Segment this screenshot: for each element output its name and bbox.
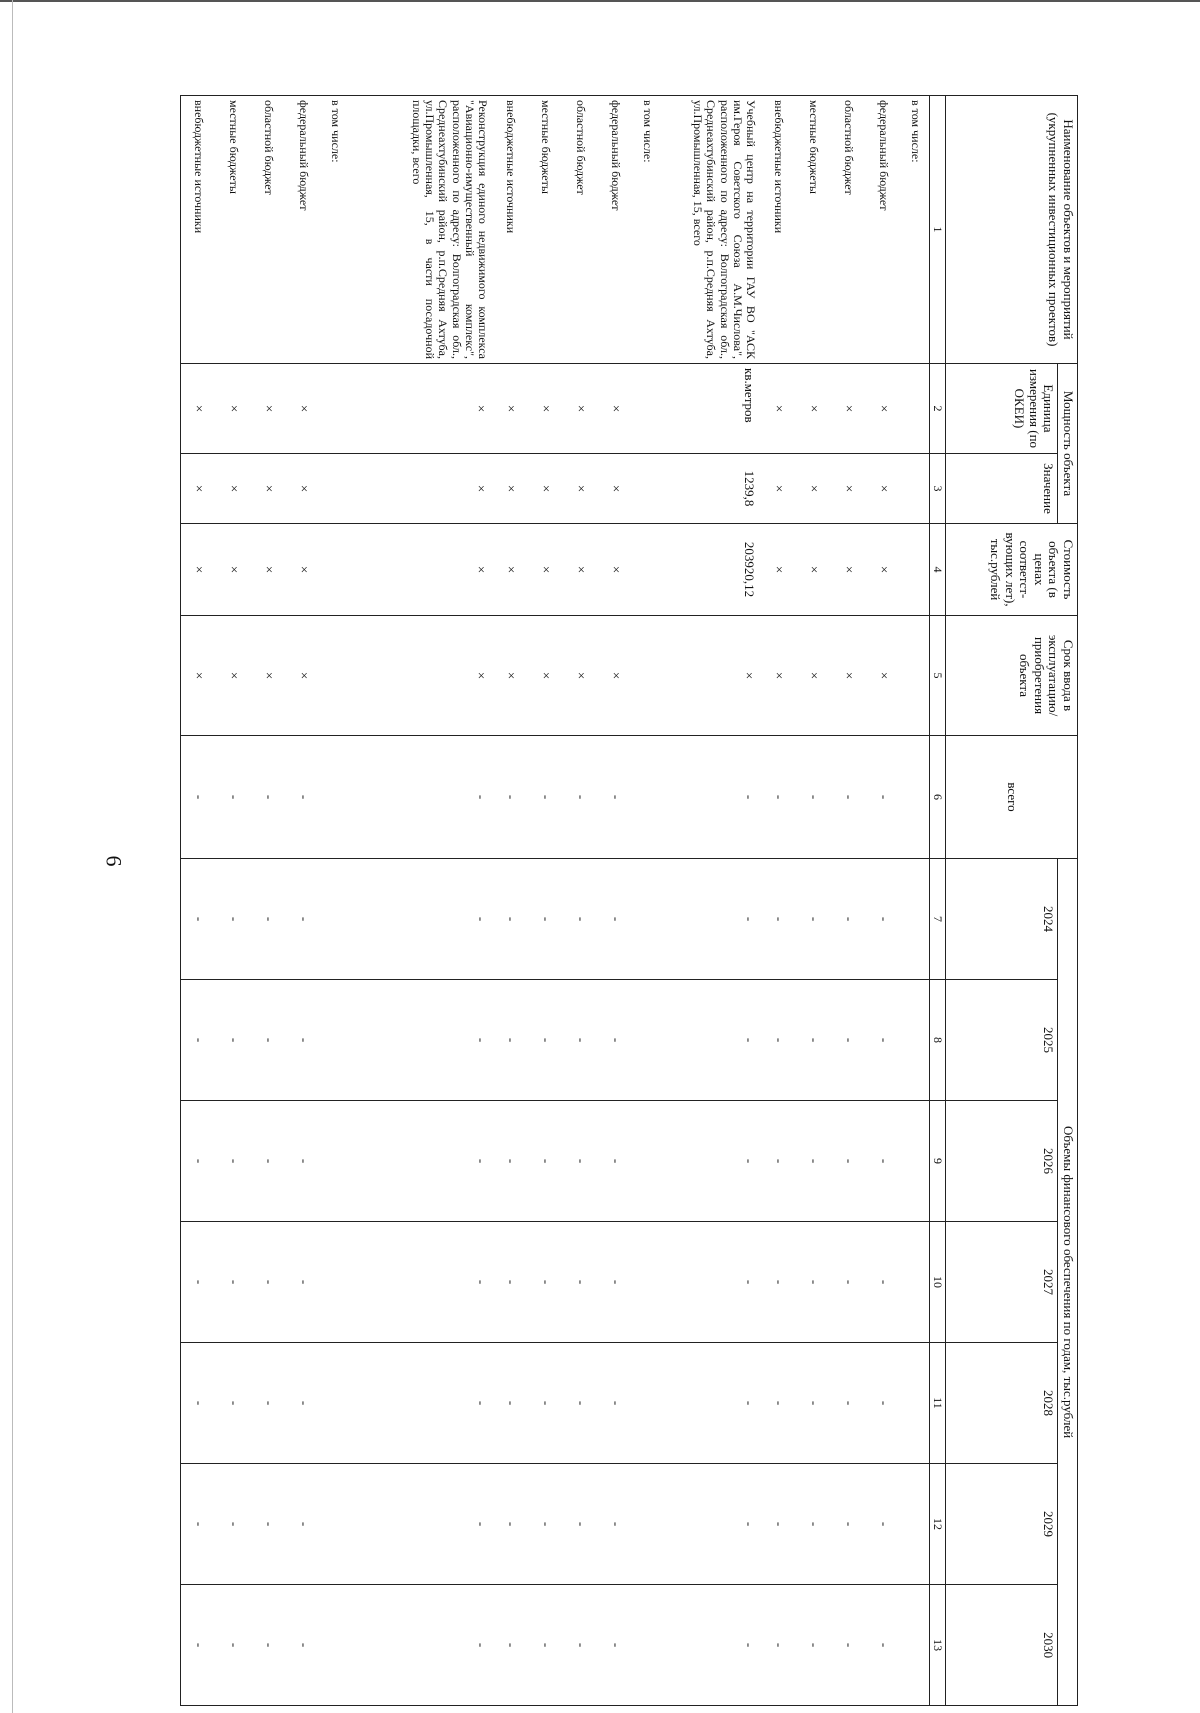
- table-cell: -: [528, 1101, 563, 1222]
- table-cell: -: [251, 1222, 286, 1343]
- table-cell: -: [349, 1101, 493, 1222]
- table-cell: -: [286, 736, 321, 859]
- table-cell: -: [349, 859, 493, 980]
- table-cell: -: [796, 1585, 831, 1706]
- table-cell: -: [761, 1343, 796, 1464]
- table-cell: -: [796, 1101, 831, 1222]
- table-cell: -: [528, 1464, 563, 1585]
- table-cell: [901, 524, 930, 616]
- table-cell: -: [866, 1464, 901, 1585]
- table-cell: -: [796, 1343, 831, 1464]
- row-name: местные бюджеты: [528, 96, 563, 364]
- table-cell: [321, 454, 349, 524]
- column-number: 1: [930, 96, 946, 364]
- table-cell: -: [251, 1585, 286, 1706]
- table-cell: -: [493, 1464, 528, 1585]
- funding-source-row: [563, 96, 598, 1706]
- table-cell: [321, 1222, 349, 1343]
- table-cell: ×: [251, 454, 286, 524]
- table-cell: -: [528, 1343, 563, 1464]
- table-cell: ×: [286, 616, 321, 736]
- table-cell: [901, 1343, 930, 1464]
- table-cell: -: [216, 1222, 251, 1343]
- table-cell: -: [251, 859, 286, 980]
- table-cell: ×: [866, 524, 901, 616]
- table-cell: [901, 736, 930, 859]
- row-name: в том числе:: [633, 96, 661, 364]
- table-cell: -: [761, 1101, 796, 1222]
- table-cell: -: [866, 859, 901, 980]
- table-cell: -: [349, 1343, 493, 1464]
- table-cell: -: [661, 736, 761, 859]
- column-number: 6: [930, 736, 946, 859]
- table-cell: [633, 1585, 661, 1706]
- table-cell: -: [761, 1222, 796, 1343]
- table-cell: -: [216, 1101, 251, 1222]
- row-name: федеральный бюджет: [598, 96, 633, 364]
- object-row: [349, 96, 493, 1706]
- table-cell: ×: [251, 364, 286, 454]
- table-cell: -: [493, 1585, 528, 1706]
- header-year: 2024: [946, 859, 1058, 980]
- table-cell: ×: [796, 524, 831, 616]
- header-total: всего: [946, 736, 1078, 859]
- funding-source-row: [866, 96, 901, 1706]
- funding-source-row: [831, 96, 866, 1706]
- table-cell: ×: [349, 364, 493, 454]
- table-cell: -: [216, 736, 251, 859]
- table-cell: [633, 364, 661, 454]
- table-cell: ×: [761, 454, 796, 524]
- table-cell: ×: [796, 364, 831, 454]
- table-header: [930, 96, 1078, 1706]
- funding-source-row: [761, 96, 796, 1706]
- header-commission: Срок ввода в эксплуатацию/ приобретения объекта: [946, 616, 1078, 736]
- table-cell: [321, 1101, 349, 1222]
- table-cell: -: [796, 1464, 831, 1585]
- table-cell: [901, 1101, 930, 1222]
- table-cell: -: [796, 736, 831, 859]
- table-cell: [633, 1222, 661, 1343]
- table-cell: -: [831, 859, 866, 980]
- table-cell: -: [761, 859, 796, 980]
- table-cell: ×: [796, 454, 831, 524]
- table-cell: ×: [563, 616, 598, 736]
- financing-table: [180, 95, 1078, 1706]
- row-name: федеральный бюджет: [866, 96, 901, 364]
- table-cell: -: [598, 1585, 633, 1706]
- row-name: внебюджетные источники: [181, 96, 217, 364]
- table-cell: -: [181, 1585, 217, 1706]
- table-cell: -: [761, 1464, 796, 1585]
- table-cell: ×: [181, 454, 217, 524]
- table-cell: -: [528, 980, 563, 1101]
- row-name: федеральный бюджет: [286, 96, 321, 364]
- row-name: местные бюджеты: [216, 96, 251, 364]
- table-cell: ×: [286, 364, 321, 454]
- table-cell: ×: [598, 616, 633, 736]
- table-cell: ×: [251, 524, 286, 616]
- table-cell: -: [831, 736, 866, 859]
- table-cell: ×: [493, 364, 528, 454]
- table-cell: ×: [831, 454, 866, 524]
- table-cell: -: [349, 736, 493, 859]
- table-cell: -: [831, 1585, 866, 1706]
- table-cell: [633, 736, 661, 859]
- table-cell: -: [181, 980, 217, 1101]
- table-cell: -: [598, 859, 633, 980]
- column-number: 7: [930, 859, 946, 980]
- row-name: в том числе:: [901, 96, 930, 364]
- funding-source-row: [598, 96, 633, 1706]
- table-cell: ×: [796, 616, 831, 736]
- column-number: 10: [930, 1222, 946, 1343]
- table-cell: ×: [563, 364, 598, 454]
- table-cell: [901, 364, 930, 454]
- row-name: областной бюджет: [251, 96, 286, 364]
- funding-source-row: [251, 96, 286, 1706]
- table-cell: -: [563, 859, 598, 980]
- table-cell: [633, 859, 661, 980]
- table-cell: -: [181, 736, 217, 859]
- table-cell: [901, 1464, 930, 1585]
- table-cell: -: [493, 859, 528, 980]
- column-number: 8: [930, 980, 946, 1101]
- table-cell: ×: [661, 616, 761, 736]
- table-cell: ×: [563, 524, 598, 616]
- table-cell: ×: [831, 364, 866, 454]
- scan-edge-top: [0, 0, 1200, 2]
- table-cell: ×: [216, 364, 251, 454]
- table-cell: -: [831, 1101, 866, 1222]
- table-cell: ×: [831, 524, 866, 616]
- table-cell: -: [796, 1222, 831, 1343]
- table-cell: ×: [286, 524, 321, 616]
- table-cell: [321, 1343, 349, 1464]
- table-cell: ×: [598, 524, 633, 616]
- table-cell: [901, 859, 930, 980]
- table-cell: ×: [598, 364, 633, 454]
- table-cell: ×: [563, 454, 598, 524]
- table-cell: ×: [216, 454, 251, 524]
- header-value: Значение: [946, 454, 1058, 524]
- table-cell: -: [831, 1343, 866, 1464]
- table-cell: -: [866, 736, 901, 859]
- table-cell: -: [563, 1585, 598, 1706]
- table-cell: -: [181, 1464, 217, 1585]
- table-cell: [901, 616, 930, 736]
- table-cell: [321, 1464, 349, 1585]
- header-year: 2025: [946, 980, 1058, 1101]
- table-cell: -: [286, 1585, 321, 1706]
- table-cell: -: [563, 1343, 598, 1464]
- header-name: Наименование объектов и мероприятий (укрупненных инвестиционных проектов): [946, 96, 1078, 364]
- table-cell: ×: [286, 454, 321, 524]
- table-cell: [901, 1222, 930, 1343]
- table-cell: [901, 1585, 930, 1706]
- table-cell: -: [598, 1101, 633, 1222]
- table-cell: -: [181, 1222, 217, 1343]
- subheading-row: [901, 96, 930, 1706]
- table-cell: ×: [528, 524, 563, 616]
- table-cell: -: [349, 1464, 493, 1585]
- table-cell: -: [563, 1222, 598, 1343]
- table-cell: -: [661, 980, 761, 1101]
- table-cell: [321, 980, 349, 1101]
- header-year: 2028: [946, 1343, 1058, 1464]
- header-capacity: Мощность объекта: [1058, 364, 1078, 524]
- table-cell: -: [661, 1585, 761, 1706]
- header-year: 2026: [946, 1101, 1058, 1222]
- table-cell: -: [661, 1343, 761, 1464]
- table-cell: [321, 1585, 349, 1706]
- table-cell: -: [563, 980, 598, 1101]
- header-year: 2029: [946, 1464, 1058, 1585]
- table-cell: -: [761, 736, 796, 859]
- table-cell: -: [349, 980, 493, 1101]
- table-cell: -: [661, 1464, 761, 1585]
- table-cell: -: [598, 1222, 633, 1343]
- table-cell: -: [563, 1101, 598, 1222]
- table-cell: -: [796, 859, 831, 980]
- funding-source-row: [528, 96, 563, 1706]
- table-cell: [633, 980, 661, 1101]
- table-cell: ×: [761, 616, 796, 736]
- table-cell: ×: [598, 454, 633, 524]
- column-number: 5: [930, 616, 946, 736]
- table-cell: -: [286, 1343, 321, 1464]
- table-cell: -: [216, 980, 251, 1101]
- column-number: 2: [930, 364, 946, 454]
- table-cell: кв.метров: [661, 364, 761, 454]
- column-number: 3: [930, 454, 946, 524]
- table-cell: ×: [761, 364, 796, 454]
- column-number: 11: [930, 1343, 946, 1464]
- header-year: 2030: [946, 1585, 1058, 1706]
- table-cell: [901, 980, 930, 1101]
- table-cell: -: [493, 1101, 528, 1222]
- table-cell: ×: [493, 616, 528, 736]
- table-cell: ×: [493, 524, 528, 616]
- header-year: 2027: [946, 1222, 1058, 1343]
- funding-source-row: [796, 96, 831, 1706]
- table-cell: ×: [866, 364, 901, 454]
- funding-source-row: [181, 96, 217, 1706]
- table-cell: -: [251, 980, 286, 1101]
- table-cell: [633, 524, 661, 616]
- table-cell: ×: [866, 616, 901, 736]
- column-number: 12: [930, 1464, 946, 1585]
- column-number: 13: [930, 1585, 946, 1706]
- table-cell: ×: [181, 524, 217, 616]
- table-cell: -: [216, 1585, 251, 1706]
- table-cell: -: [598, 1464, 633, 1585]
- table-cell: -: [286, 1222, 321, 1343]
- subheading-row: [321, 96, 349, 1706]
- table-cell: -: [661, 1101, 761, 1222]
- table-cell: ×: [349, 454, 493, 524]
- table-cell: -: [866, 1343, 901, 1464]
- table-cell: -: [286, 1101, 321, 1222]
- table-cell: -: [831, 1222, 866, 1343]
- table-cell: [321, 859, 349, 980]
- table-cell: -: [866, 1101, 901, 1222]
- row-name: в том числе:: [321, 96, 349, 364]
- table-cell: ×: [831, 616, 866, 736]
- table-cell: -: [563, 736, 598, 859]
- row-name: Учебный центр на территории ГАУ ВО "АСК им.Героя Советского Союза А.М.Числова", расположенного по адресу: Волгоградская обл., Среднеахтубинский район, р.п.Средняя Ахтуба, ул.Промышленная, 15, всего: [661, 96, 761, 364]
- table-cell: -: [181, 1101, 217, 1222]
- table-cell: -: [866, 980, 901, 1101]
- table-cell: -: [598, 980, 633, 1101]
- table-cell: -: [251, 1101, 286, 1222]
- row-name: областной бюджет: [563, 96, 598, 364]
- table-cell: -: [866, 1585, 901, 1706]
- header-volumes: Объемы финансового обеспечения по годам, тыс.рублей: [1058, 859, 1078, 1706]
- table-cell: -: [761, 1585, 796, 1706]
- table-cell: [633, 1343, 661, 1464]
- table-cell: -: [866, 1222, 901, 1343]
- table-cell: -: [216, 1343, 251, 1464]
- table-cell: -: [493, 1343, 528, 1464]
- funding-source-row: [493, 96, 528, 1706]
- table-cell: ×: [866, 454, 901, 524]
- table-cell: -: [286, 980, 321, 1101]
- table-body: [181, 96, 930, 1706]
- table-cell: ×: [761, 524, 796, 616]
- table-cell: -: [286, 859, 321, 980]
- page-number: 6: [101, 855, 127, 867]
- table-cell: ×: [251, 616, 286, 736]
- table-cell: -: [251, 1343, 286, 1464]
- subheading-row: [633, 96, 661, 1706]
- table-cell: -: [349, 1585, 493, 1706]
- table-cell: ×: [528, 364, 563, 454]
- row-name: областной бюджет: [831, 96, 866, 364]
- table-cell: -: [181, 1343, 217, 1464]
- column-number: 9: [930, 1101, 946, 1222]
- row-name: местные бюджеты: [796, 96, 831, 364]
- table-cell: -: [831, 1464, 866, 1585]
- table-cell: -: [216, 1464, 251, 1585]
- table-cell: [633, 616, 661, 736]
- table-cell: -: [661, 1222, 761, 1343]
- table-cell: [321, 524, 349, 616]
- table-cell: -: [528, 1222, 563, 1343]
- table-cell: ×: [216, 616, 251, 736]
- object-row: [661, 96, 761, 1706]
- table-cell: -: [796, 980, 831, 1101]
- table-cell: -: [493, 980, 528, 1101]
- table-cell: -: [286, 1464, 321, 1585]
- table-cell: -: [761, 980, 796, 1101]
- table-cell: -: [349, 1222, 493, 1343]
- table-cell: -: [493, 1222, 528, 1343]
- table-cell: ×: [216, 524, 251, 616]
- row-name: внебюджетные источники: [761, 96, 796, 364]
- rotated-table-wrapper: [191, 95, 1078, 1705]
- table-cell: [633, 1464, 661, 1585]
- table-cell: -: [598, 1343, 633, 1464]
- scan-edge-left: [12, 0, 13, 1713]
- table-cell: -: [598, 736, 633, 859]
- table-cell: -: [251, 1464, 286, 1585]
- table-cell: [633, 454, 661, 524]
- header-unit: Единица измерения (по ОКЕИ): [946, 364, 1058, 454]
- table-cell: -: [528, 859, 563, 980]
- table-cell: -: [563, 1464, 598, 1585]
- table-cell: ×: [181, 364, 217, 454]
- table-cell: 203920,12: [661, 524, 761, 616]
- table-cell: [321, 736, 349, 859]
- table-cell: ×: [349, 524, 493, 616]
- table-cell: ×: [493, 454, 528, 524]
- table-cell: -: [661, 859, 761, 980]
- row-name: внебюджетные источники: [493, 96, 528, 364]
- table-cell: [901, 454, 930, 524]
- table-cell: -: [528, 736, 563, 859]
- table-cell: [633, 1101, 661, 1222]
- table-cell: [321, 616, 349, 736]
- table-cell: ×: [181, 616, 217, 736]
- table-cell: -: [528, 1585, 563, 1706]
- table-cell: -: [831, 980, 866, 1101]
- table-cell: ×: [528, 454, 563, 524]
- funding-source-row: [216, 96, 251, 1706]
- funding-source-row: [286, 96, 321, 1706]
- header-cost: Стоимость объекта (в ценах соответст-вующих лет), тыс.рублей: [946, 524, 1078, 616]
- table-cell: ×: [528, 616, 563, 736]
- table-cell: -: [493, 736, 528, 859]
- table-cell: [321, 364, 349, 454]
- table-cell: ×: [349, 616, 493, 736]
- column-number: 4: [930, 524, 946, 616]
- table-cell: -: [216, 859, 251, 980]
- table-cell: -: [181, 859, 217, 980]
- table-cell: -: [251, 736, 286, 859]
- table-cell: 1239,8: [661, 454, 761, 524]
- row-name: Реконструкция единого недвижимого комплекса "Авиационно-имущественный комплекс", расположенного по адресу: Волгоградская обл., Среднеахтубинский район, р.п.Средняя Ахтуба, ул.Промышленная, 15, в части посадочной площадки, всего: [349, 96, 493, 364]
